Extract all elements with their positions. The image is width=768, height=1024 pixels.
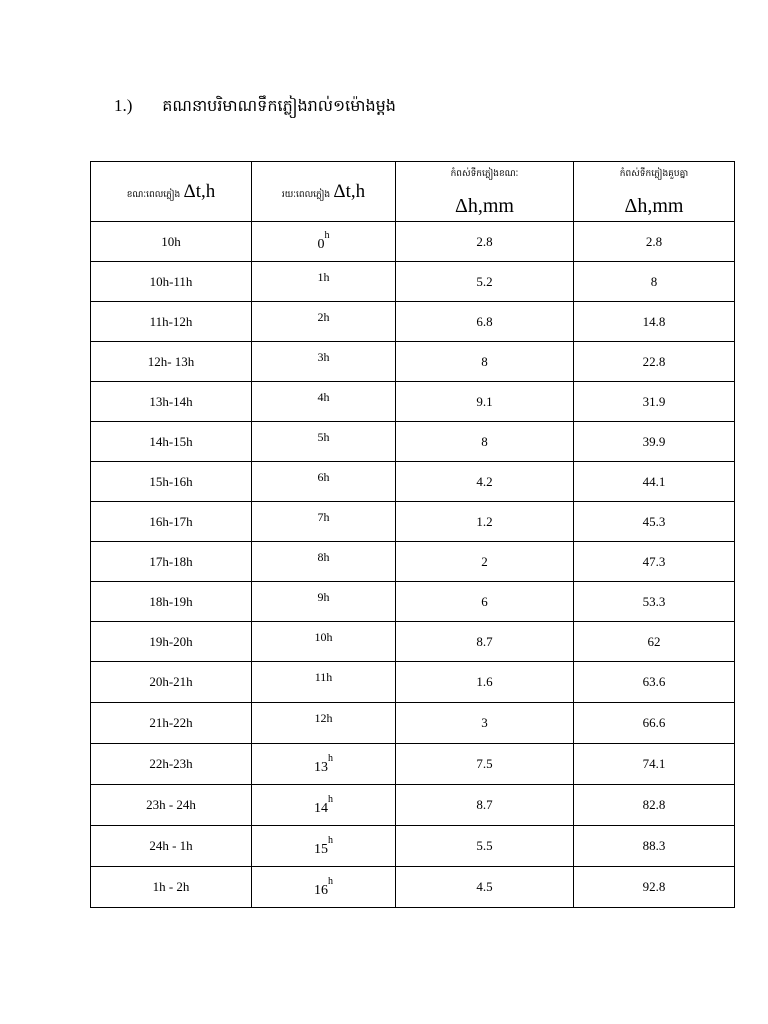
rain-depth-cell: 1.6 [396,662,574,703]
cumulative-depth-cell: 39.9 [574,422,735,462]
duration-unit: h [328,793,333,805]
duration-cell [252,744,396,785]
duration-value: 3h [317,349,330,364]
duration-value: 4h [317,389,330,404]
interval-cell: 10h-11h [91,262,252,302]
header-symbol: Δh,mm [624,194,684,217]
cumulative-depth-cell: 14.8 [574,302,735,342]
table-row [91,662,735,703]
header-khmer-label: កំពស់ទឹកភ្លៀងខណៈ [450,168,519,179]
interval-cell: 21h-22h [91,703,252,744]
header-rain-duration [252,162,396,222]
interval-cell: 12h- 13h [91,342,252,382]
duration-value: 8h [317,549,330,564]
cumulative-depth-cell: 47.3 [574,542,735,582]
section-title: គណនាបរិមាណទឹកភ្លៀងរាល់១ម៉ោងម្តង [162,96,396,115]
cumulative-depth-cell: 63.6 [574,662,735,703]
table-row [91,302,735,342]
interval-cell: 20h-21h [91,662,252,703]
duration-value: 14 [314,800,328,816]
duration-cell [252,222,396,262]
duration-value: 10h [314,629,333,644]
duration-unit: h [328,875,333,887]
header-khmer-label: ខណៈពេលភ្លៀង [126,189,181,200]
duration-value: 6h [317,469,330,484]
rain-depth-cell: 8 [396,422,574,462]
rain-depth-cell: 6.8 [396,302,574,342]
duration-cell [252,422,396,462]
header-cumulative-depth [574,162,735,222]
rainfall-table [90,161,735,908]
duration-value: 2h [317,309,330,324]
section-number: 1.) [114,96,133,115]
table-row [91,222,735,262]
cumulative-depth-cell: 44.1 [574,462,735,502]
header-rain-interval [91,162,252,222]
duration-unit: h [324,230,330,241]
duration-value: 9h [317,589,330,604]
table-row [91,382,735,422]
cumulative-depth-cell: 66.6 [574,703,735,744]
interval-cell: 10h [91,222,252,262]
interval-cell: 14h-15h [91,422,252,462]
cumulative-depth-cell: 74.1 [574,744,735,785]
header-symbol: Δh,mm [455,194,514,217]
duration-cell [252,462,396,502]
table-row [91,826,735,867]
rain-depth-cell: 1.2 [396,502,574,542]
table-row [91,744,735,785]
table-row [91,582,735,622]
interval-cell: 15h-16h [91,462,252,502]
interval-cell: 17h-18h [91,542,252,582]
interval-cell: 18h-19h [91,582,252,622]
header-rain-depth [396,162,574,222]
interval-cell: 1h - 2h [91,867,252,908]
cumulative-depth-cell: 2.8 [574,222,735,262]
header-symbol: Δt,h [333,180,366,202]
interval-cell: 24h - 1h [91,826,252,867]
header-symbol: Δt,h [183,180,216,202]
interval-cell: 23h - 24h [91,785,252,826]
cumulative-depth-cell: 53.3 [574,582,735,622]
table-body [91,222,735,908]
duration-cell [252,867,396,908]
rain-depth-cell: 4.2 [396,462,574,502]
table-row [91,502,735,542]
duration-value: 15 [314,841,328,857]
rain-depth-cell: 7.5 [396,744,574,785]
cumulative-depth-cell: 92.8 [574,867,735,908]
duration-cell [252,502,396,542]
interval-cell: 22h-23h [91,744,252,785]
duration-value: 7h [317,509,330,524]
table-row [91,262,735,302]
duration-value: 16 [314,882,328,898]
cumulative-depth-cell: 45.3 [574,502,735,542]
rain-depth-cell: 6 [396,582,574,622]
duration-value: 5h [317,429,330,444]
interval-cell: 16h-17h [91,502,252,542]
table-header-row [91,162,735,222]
cumulative-depth-cell: 82.8 [574,785,735,826]
header-khmer-label: កំពស់ទឹកភ្លៀងគួបគ្នា [619,168,689,179]
interval-cell: 13h-14h [91,382,252,422]
rain-depth-cell: 2.8 [396,222,574,262]
cumulative-depth-cell: 62 [574,622,735,662]
header-khmer-label: រយៈពេលភ្លៀង [281,189,331,200]
rain-depth-cell: 5.2 [396,262,574,302]
duration-unit: h [328,834,333,846]
rain-depth-cell: 2 [396,542,574,582]
table-row [91,622,735,662]
duration-cell [252,382,396,422]
duration-cell [252,582,396,622]
rain-depth-cell: 4.5 [396,867,574,908]
duration-cell [252,785,396,826]
duration-cell [252,262,396,302]
interval-cell: 11h-12h [91,302,252,342]
duration-cell [252,542,396,582]
table-row [91,422,735,462]
cumulative-depth-cell: 88.3 [574,826,735,867]
table-row [91,462,735,502]
duration-cell [252,703,396,744]
table-row [91,867,735,908]
duration-value: 13 [314,759,328,775]
rain-depth-cell: 3 [396,703,574,744]
table-row [91,542,735,582]
duration-value: 1h [317,269,330,284]
cumulative-depth-cell: 22.8 [574,342,735,382]
cumulative-depth-cell: 31.9 [574,382,735,422]
table-row [91,785,735,826]
duration-value: 11h [314,670,333,684]
duration-value: 0 [317,237,325,252]
duration-cell [252,662,396,703]
rain-depth-cell: 8 [396,342,574,382]
section-heading [114,95,396,119]
duration-cell [252,622,396,662]
cumulative-depth-cell: 8 [574,262,735,302]
rain-depth-cell: 5.5 [396,826,574,867]
interval-cell: 19h-20h [91,622,252,662]
duration-cell [252,342,396,382]
rain-depth-cell: 9.1 [396,382,574,422]
duration-value: 12h [314,711,333,725]
duration-cell [252,302,396,342]
duration-cell [252,826,396,867]
rain-depth-cell: 8.7 [396,785,574,826]
table-row [91,703,735,744]
rain-depth-cell: 8.7 [396,622,574,662]
table-row [91,342,735,382]
duration-unit: h [328,752,333,764]
